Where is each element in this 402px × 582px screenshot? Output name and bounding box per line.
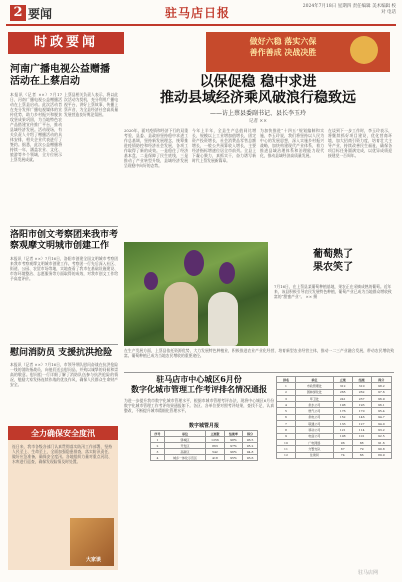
table-cell: 11 xyxy=(277,446,296,452)
lead-article-column-2: 今年上半年，全县生产总值同比增长，规模以上工业增加值增长，固定资产投资增长，社会消费品零售总额增长，一般公共预算收入增长，主要经济指标增速位居全市前列。全县上下凝心聚力，真抓实干，奋力谱写新时代上蔡发展新篇章。 xyxy=(192,128,256,163)
table-cell: 交警支队 xyxy=(295,446,333,452)
grape-harvest-photo xyxy=(124,242,268,346)
page-number: 2 xyxy=(10,5,26,21)
table-cell: 114 xyxy=(352,427,371,433)
section-banner: 时政要闻 xyxy=(8,32,124,54)
table-cell: 2 xyxy=(277,389,296,395)
slogan-emblem-icon xyxy=(350,36,378,64)
table-cell: 237 xyxy=(352,395,371,401)
table-cell: 2 xyxy=(151,443,165,449)
table-cell: 91.6 xyxy=(371,439,391,445)
table-header-cell: 立案数 xyxy=(206,431,224,437)
article-3-body: 本报讯（记者 ××）7月16日，市领导带队慰问奋战在抗洪抢险一线的消防指战员，向他们送去慰问品，并致以诚挚的问候和崇高的敬意。慰问组一行详细了解了消防队伍参与抗洪抢险的情况，勉励大家发扬连续作战的优良作风，确保人民群众生命财产安全。 xyxy=(10,362,118,387)
bottom-article-title xyxy=(124,374,274,394)
table-cell: 90.8 xyxy=(371,446,391,452)
table-cell: 城乡一体化示范区 xyxy=(164,455,205,461)
article-3-title: 慰问消防员 支援抗洪抢险 xyxy=(10,348,113,358)
table-cell: 95.4 xyxy=(371,408,391,414)
table-cell: 133 xyxy=(333,421,352,427)
ticker-body: 连日来，我市各级各部门认真贯彻落实防汛工作部署，坚持人民至上、生命至上，全面加强隐患排查，落实防汛责任，做好应急准备，确保安全度汛。各地组织力量对重点河段、水库进行巡查，确保发现险情及时处置。 xyxy=(12,444,112,464)
table-cell: 供电公司 xyxy=(295,414,333,420)
photo-caption-line-1: 葡萄熟了 xyxy=(313,249,353,260)
table-cell: 3 xyxy=(277,395,296,401)
paper-logo: 驻马店日报 xyxy=(165,6,231,20)
table-cell: 96.5 xyxy=(243,437,258,443)
ticker-title: 全力确保安全度汛 xyxy=(8,426,118,440)
divider xyxy=(10,226,118,227)
table-header-cell: 得分 xyxy=(371,377,391,383)
table-cell: 93.6 xyxy=(243,455,258,461)
table-cell: 10 xyxy=(277,439,296,445)
bottom-article-subhead: 数字城管月报 xyxy=(188,423,219,429)
photo-caption-line-2: 果农笑了 xyxy=(313,262,353,273)
table-cell: 98.2 xyxy=(371,383,391,389)
table-cell: 170 xyxy=(352,408,371,414)
table-cell: 542 xyxy=(206,449,224,455)
table-header-cell: 立案 xyxy=(333,377,352,383)
farmer-figure xyxy=(164,282,198,342)
table-cell: 87 xyxy=(333,446,352,452)
table-cell: 66 xyxy=(352,452,371,458)
table-cell: 96.1 xyxy=(371,402,391,408)
table-cell: 96 xyxy=(333,439,352,445)
table-cell: 开发区 xyxy=(164,443,205,449)
article-2-title: 洛阳市创文考察团来我市考察观摩文明城市创建工作 xyxy=(10,230,119,251)
lead-article-column-3: 为加快推进“十四五”规划编制和实施，李玉玲说，我们将坚持以人民为中心的发展思想，深入实施乡村振兴战略，加快构建现代产业体系，着力推进县域治理体系和治理能力现代化，推动县域经济高质量发展。 xyxy=(260,128,324,158)
table-cell: 241 xyxy=(333,395,352,401)
article-2-body: 本报讯（记者 ××）7月16日，洛阳市创建全国文明城市考察团来我市考察观摩文明城市创建工作。考察团一行先后深入社区、街道、公园、农贸市场等地，实地查看了我市在基础设施建设、市容环境整治、志愿服务等方面取得的成效，对我市创文工作给予高度评价。 xyxy=(10,256,118,281)
table-cell: 9 xyxy=(277,433,296,439)
section-title: 要闻 xyxy=(28,7,53,21)
table-cell: 广电网络 xyxy=(295,439,333,445)
table-cell: 89.9 xyxy=(371,452,391,458)
grape-cluster xyxy=(184,250,204,276)
table-header-cell: 序号 xyxy=(151,431,165,437)
table-cell: 94.7 xyxy=(371,414,391,420)
masthead xyxy=(0,0,402,26)
table-cell: 152 xyxy=(333,414,352,420)
table-cell: 74 xyxy=(333,452,352,458)
lead-title-line-2: 推动县域经济乘风破浪行稳致远 xyxy=(160,90,356,106)
table-cell: 198 xyxy=(333,402,352,408)
table-cell: 94.0 xyxy=(371,421,391,427)
bottom-title-line-1: 驻马店市中心城区6月份 xyxy=(156,374,242,384)
ranking-table xyxy=(276,376,392,459)
farmer-figure xyxy=(208,292,238,346)
table-cell: 95.2 xyxy=(243,443,258,449)
table-cell: 住建局 xyxy=(295,452,333,458)
table-cell: 265 xyxy=(333,389,352,395)
slogan-line-1: 做好六稳 落实六保 xyxy=(249,36,317,46)
table-cell: 燃气公司 xyxy=(295,408,333,414)
table-cell: 园林绿化处 xyxy=(295,389,333,395)
table-cell: 262 xyxy=(352,389,371,395)
table-cell: 96% xyxy=(224,449,242,455)
table-header-cell: 排名 xyxy=(277,377,296,383)
date-info: 2024年7月18日 星期四 责任编辑 美术编辑 校对 电话 xyxy=(302,4,396,15)
table-cell: 1256 xyxy=(206,437,224,443)
article-1-title: 河南广播电视公益赠播活动在上蔡启动 xyxy=(10,64,110,87)
table-cell: 127 xyxy=(352,421,371,427)
grape-cluster xyxy=(144,272,158,290)
table-cell: 193 xyxy=(352,402,371,408)
table-row xyxy=(277,452,392,458)
table-cell: 电信公司 xyxy=(295,433,333,439)
table-cell: 97% xyxy=(224,443,242,449)
table-cell: 121 xyxy=(333,427,352,433)
article-1-body-continued: 上蔡县相关负责人表示，将以此次活动为契机，充分利用广播电视平台，讲好上蔡故事，传播上蔡声音，为全县经济社会高质量发展营造良好舆论氛围。 xyxy=(64,92,118,117)
table-cell: 93.2 xyxy=(371,427,391,433)
table-cell: 101 xyxy=(352,433,371,439)
table-cell: 92.5 xyxy=(371,433,391,439)
table-cell: 供水公司 xyxy=(295,402,333,408)
table-cell: 863 xyxy=(206,443,224,449)
table-cell: 7 xyxy=(277,421,296,427)
table-cell: 310 xyxy=(352,383,371,389)
table-cell: 96.9 xyxy=(371,395,391,401)
digital-city-table xyxy=(150,430,258,461)
ticker-tag: 大家谈 xyxy=(86,557,102,563)
lead-article-byline: 记者 ×× xyxy=(249,119,267,124)
lead-title-line-1: 以保促稳 稳中求进 xyxy=(199,74,317,90)
table-cell: 5 xyxy=(277,408,296,414)
table-cell: 312 xyxy=(333,383,352,389)
table-cell: 95% xyxy=(224,455,242,461)
site-watermark: 驻马店网 xyxy=(358,570,379,576)
masthead-rule xyxy=(6,24,396,26)
table-cell: 1 xyxy=(277,383,296,389)
divider xyxy=(10,344,118,345)
table-cell: 6 xyxy=(277,414,296,420)
mid-article-text: 在生产发展方面，上蔡县依托资源优势，大力发展特色种植业，积极推进农业产业化经营，培育新型农业经营主体，推动一二三产业融合发展，带动农民增收致富。葡萄种植已成为当地农民增收的重要途径。 xyxy=(124,348,394,358)
table-cell: 市政管理处 xyxy=(295,383,333,389)
slogan-line-2: 善作善成 决战决胜 xyxy=(249,47,317,57)
table-row xyxy=(151,455,258,461)
table-header-cell: 单位 xyxy=(164,431,205,437)
lead-article-column-4: 在谈到下一步工作时，李玉玲表示，将继续抓好项目建设，优化营商环境，加大招商引资力度，培育壮大主导产业，持续改善民生福祉，确保各项目标任务圆满完成，以优异成绩迎接建党一百周年。 xyxy=(328,128,392,158)
table-cell: 418 xyxy=(206,455,224,461)
grape-cluster xyxy=(219,262,235,284)
bottom-title-line-2: 数字化城市管理工作考评排名情况通报 xyxy=(131,384,267,394)
table-cell: 高新区 xyxy=(164,449,205,455)
table-cell: 88 xyxy=(352,439,371,445)
table-cell: 驿城区 xyxy=(164,437,205,443)
table-cell: 3 xyxy=(151,449,165,455)
lead-article-title xyxy=(120,74,396,106)
table-header-cell: 单位 xyxy=(295,377,333,383)
article-1-body: 本报讯（记者 ××）7月17日，河南广播电视公益赠播活动在上蔡县启动。此次活动旨在充分发挥广播电视媒体的宣传优势，助力乡村振兴和脱贫攻坚成果巩固，为当地特色农产品搭建宣传推广平台，推动县域经济发展。活动现场，有关负责人介绍了赠播活动的具体安排，相关企业代表进行了签约。据悉，此次公益赠播将持续一年，涵盖农业、文化、旅游等多个领域，全方位展示上蔡发展成就。 xyxy=(10,92,62,162)
table-cell: 移动公司 xyxy=(295,427,333,433)
table-cell: 8 xyxy=(277,427,296,433)
slogan-text xyxy=(228,36,338,58)
table-cell: 12 xyxy=(277,452,296,458)
table-cell: 146 xyxy=(352,414,371,420)
bottom-article-body: 为进一步提升我市数字化城市管理水平，根据市城市管理考评办法，现将中心城区6月份数字化城市管理工作考评结果通报如下。各区、各单位要对照考评结果，查找不足，认真整改，不断提升城市精细化管理水平。 xyxy=(124,398,274,413)
table-header-cell: 结案率 xyxy=(224,431,242,437)
table-cell: 联通公司 xyxy=(295,421,333,427)
table-cell: 176 xyxy=(333,408,352,414)
photo-caption-text: 7月16日，在上蔡县某葡萄种植基地，果农正在采摘成熟的葡萄。近年来，该县积极引导农民发展特色种植，葡萄产业已成为当地群众增收致富的“甜蜜产业”。 ×× 摄 xyxy=(274,284,392,299)
table-cell: 94.8 xyxy=(243,449,258,455)
table-cell: 环卫处 xyxy=(295,395,333,401)
table-cell: 108 xyxy=(333,433,352,439)
table-header-cell: 结案 xyxy=(352,377,371,383)
table-header-cell: 得分 xyxy=(243,431,258,437)
table-cell: 1 xyxy=(151,437,165,443)
divider xyxy=(124,372,394,373)
table-cell: 4 xyxy=(151,455,165,461)
table-cell: 79 xyxy=(352,446,371,452)
table-cell: 97.6 xyxy=(371,389,391,395)
photo-caption-title xyxy=(274,248,392,274)
lead-article-column-1: 2020年，面对疫情和经济下行的双重考验，县委、县政府坚持稳中求进工作总基调，坚持新发展理念，统筹推进疫情防控和经济社会发展，各项工作取得了新的成效。一是稳住了经济基本盘，二是保障了民生底线，三是推动了产业转型升级，县域经济发展呈现稳中向好的态势。 xyxy=(124,128,188,168)
table-cell: 98% xyxy=(224,437,242,443)
table-cell: 4 xyxy=(277,402,296,408)
lead-article-subtitle: ——访上蔡县委副书记、县长李玉玲 xyxy=(209,110,306,117)
